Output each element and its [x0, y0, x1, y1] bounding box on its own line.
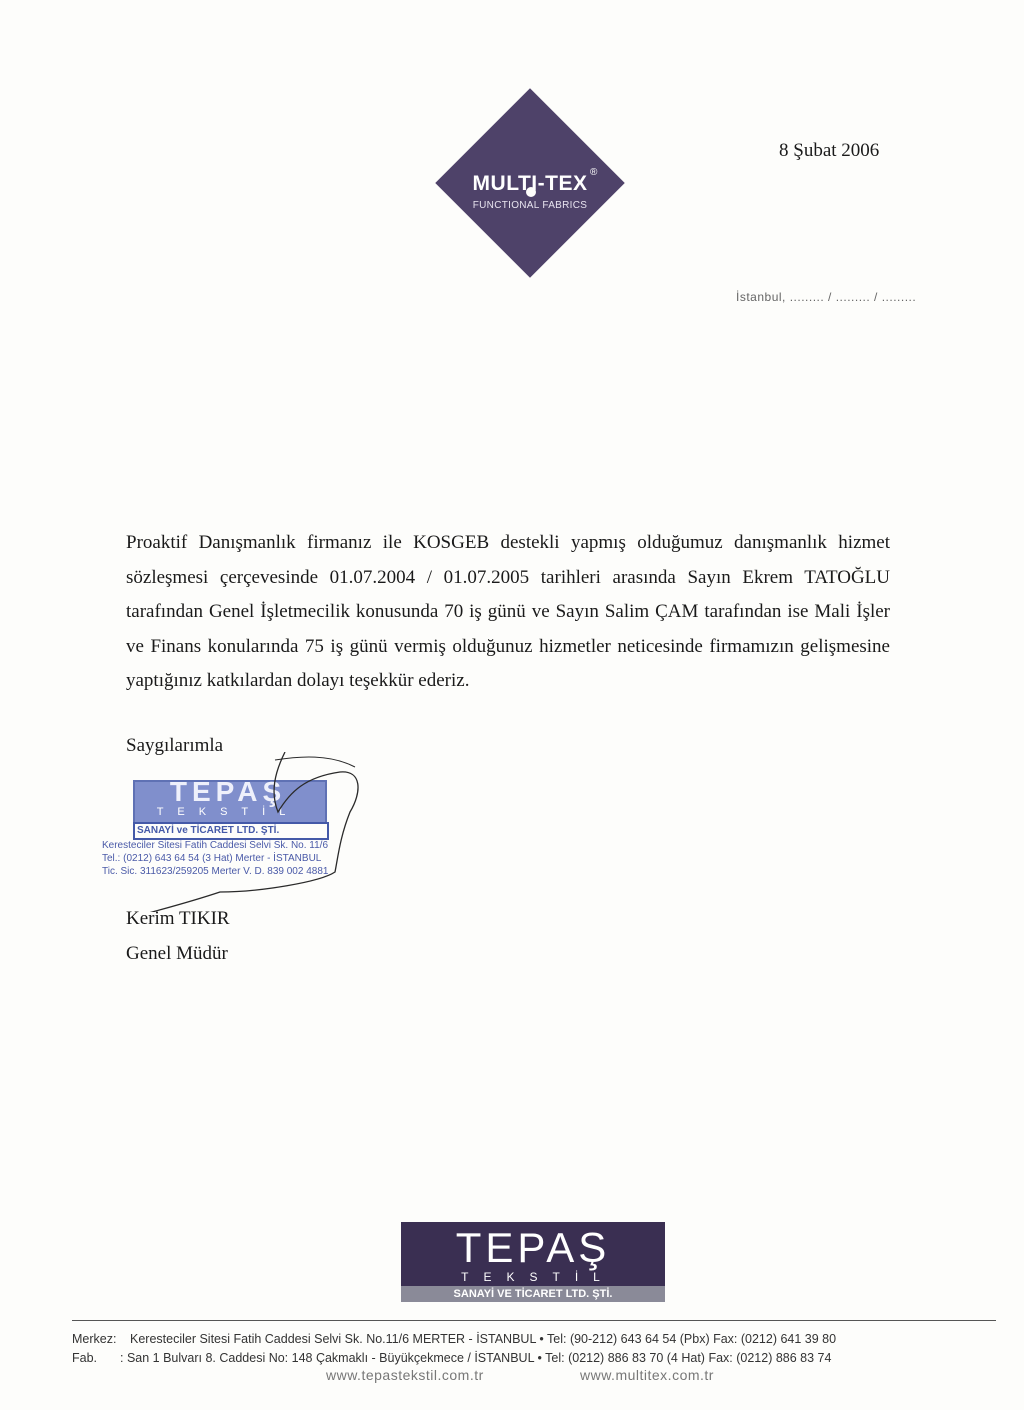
signer-title: Genel Müdür [126, 943, 228, 964]
footer-web-multitex[interactable]: www.multitex.com.tr [580, 1367, 714, 1383]
multitex-logo [435, 88, 625, 278]
letter-date: 8 Şubat 2006 [779, 140, 880, 161]
footer-fab-text: : San 1 Bulvarı 8. Caddesi No: 148 Çakmaklı - Büyükçekmece / İSTANBUL • Tel: (0212) 886 83 70 (4 Hat) Fax: (0212) 886 83 74 [120, 1351, 832, 1365]
footer-web-tepas[interactable]: www.tepastekstil.com.tr [326, 1367, 484, 1383]
tepas-logo-sub: TEKSTİL [461, 1270, 615, 1284]
stamp-name: TEPAŞ [169, 776, 287, 807]
tepas-logo-company: SANAYİ VE TİCARET LTD. ŞTİ. [401, 1286, 665, 1302]
stamp-line-2: Tel.: (0212) 643 64 54 (3 Hat) Merter - İSTANBUL [102, 853, 322, 864]
logo-tagline: FUNCTIONAL FABRICS [472, 200, 588, 211]
logo-reg-mark: ® [590, 167, 598, 178]
footer-divider [72, 1320, 996, 1321]
signer-name: Kerim TIKIR [126, 908, 230, 929]
stamp-line-1: Keresteciler Sitesi Fatih Caddesi Selvi Sk. No. 11/6 [102, 840, 329, 851]
tepas-logo [401, 1222, 665, 1302]
logo-name: MULTI-TEX [472, 172, 588, 195]
stamp-company: SANAYİ ve TİCARET LTD. ŞTİ. [133, 822, 329, 840]
footer-merkez-label: Merkez: [72, 1332, 117, 1346]
signature [100, 752, 370, 912]
footer-merkez-text: Keresteciler Sitesi Fatih Caddesi Selvi Sk. No.11/6 MERTER - İSTANBUL • Tel: (90-212) 643 64 54 (Pbx) Fax: (0212) 641 39 80 [130, 1332, 837, 1346]
tepas-logo-name: TEPAŞ [455, 1224, 611, 1271]
body-paragraph: Proaktif Danışmanlık firmanız ile KOSGEB destekli yapmış olduğumuz danışmanlık hizmet sözleşmesi çerçevesinde 01.07.2004 / 01.07.2005 tarihleri arasında Sayın Ekrem TATOĞLU tarafından Genel İşletmecilik konusunda 70 iş günü ve Sayın Salim ÇAM tarafından ise Mali İşler ve Finans konularında 75 iş günü vermiş olduğunuz hizmetler neticesinde firmamızın gelişmesine yaptığınız katkılardan dolayı teşekkür ederiz. [126, 532, 890, 691]
footer-fab-label: Fab. [72, 1351, 98, 1365]
stamp-sub: TEKSTİL [156, 806, 300, 818]
stamp-line-3: Tic. Sic. 311623/259205 Merter V. D. 839 002 4881 [102, 866, 329, 877]
closing: Saygılarımla [126, 735, 224, 756]
place-date-line: İstanbul, ......... / ......... / ......... [736, 290, 917, 304]
company-stamp [100, 752, 370, 912]
